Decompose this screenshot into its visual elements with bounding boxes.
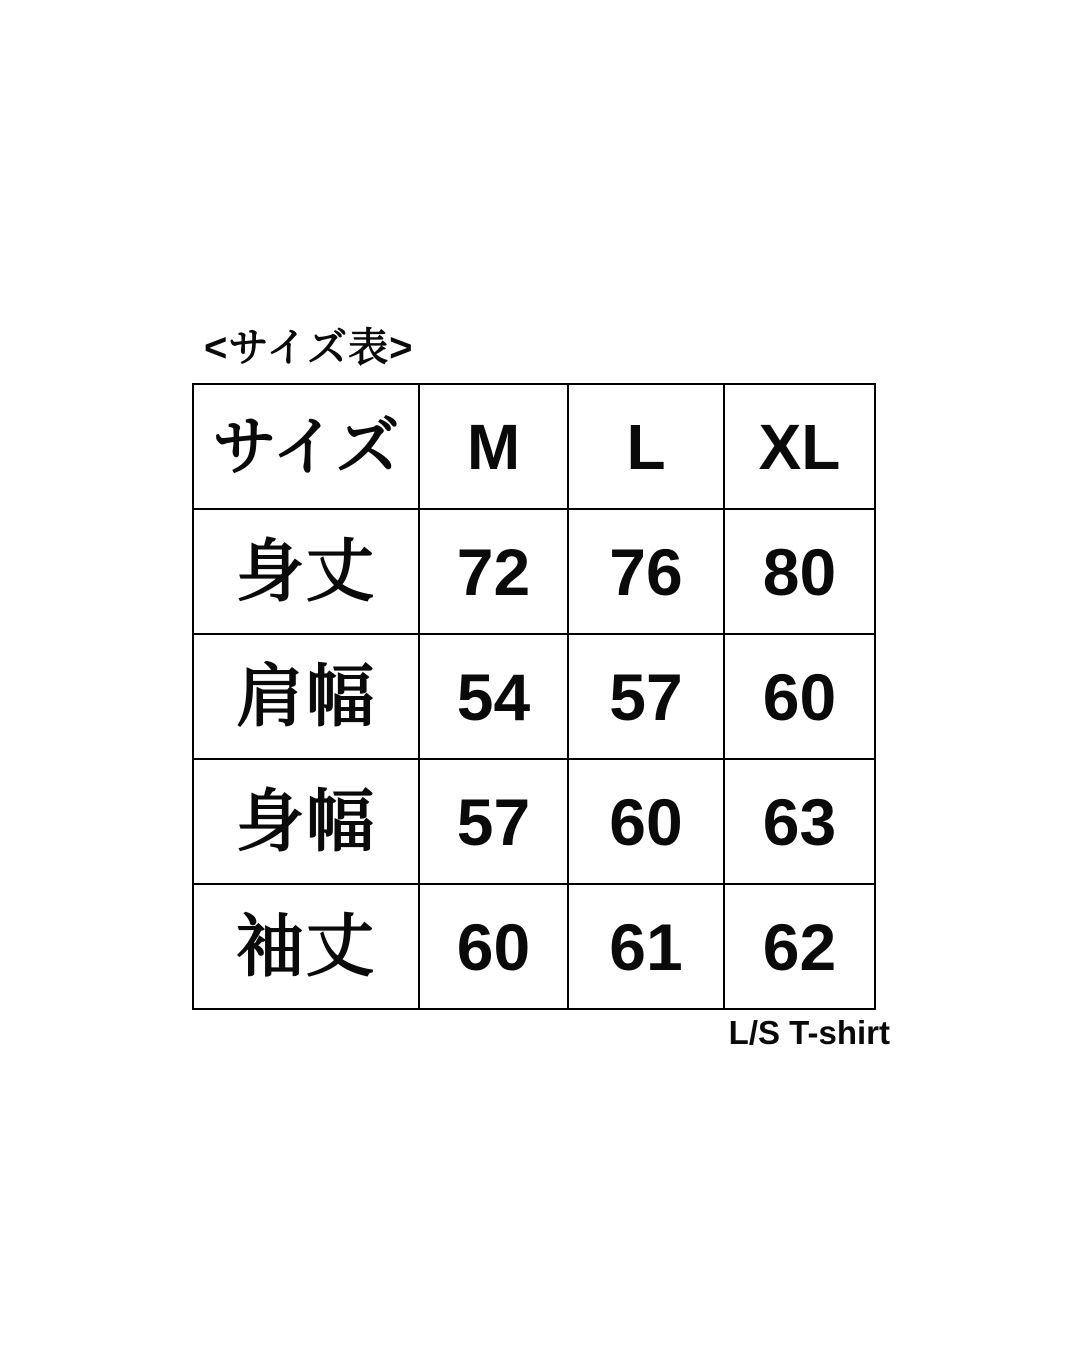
cell-sleeve-length-l: 61	[568, 884, 724, 1009]
cell-body-length-l: 76	[568, 509, 724, 634]
cell-shoulder-width-xl: 60	[724, 634, 875, 759]
cell-body-length-xl: 80	[724, 509, 875, 634]
row-label-sleeve-length: 袖丈	[193, 884, 419, 1009]
table-row-sleeve-length	[193, 884, 875, 1009]
cell-body-length-m: 72	[419, 509, 568, 634]
table-row-shoulder-width	[193, 634, 875, 759]
table-row-body-length	[193, 509, 875, 634]
cell-body-width-l: 60	[568, 759, 724, 884]
row-label-body-length: 身丈	[193, 509, 419, 634]
cell-shoulder-width-l: 57	[568, 634, 724, 759]
header-size-m: M	[419, 384, 568, 509]
header-size-xl: XL	[724, 384, 875, 509]
cell-body-width-xl: 63	[724, 759, 875, 884]
header-size-l: L	[568, 384, 724, 509]
size-chart-title: <サイズ表>	[204, 326, 414, 370]
table-row-body-width	[193, 759, 875, 884]
size-table	[192, 383, 876, 1010]
cell-sleeve-length-m: 60	[419, 884, 568, 1009]
cell-shoulder-width-m: 54	[419, 634, 568, 759]
header-size-label: サイズ	[193, 384, 419, 509]
row-label-shoulder-width: 肩幅	[193, 634, 419, 759]
row-label-body-width: 身幅	[193, 759, 419, 884]
cell-sleeve-length-xl: 62	[724, 884, 875, 1009]
garment-type-caption: L/S T-shirt	[728, 1014, 890, 1051]
size-table-header-row	[193, 384, 875, 509]
cell-body-width-m: 57	[419, 759, 568, 884]
